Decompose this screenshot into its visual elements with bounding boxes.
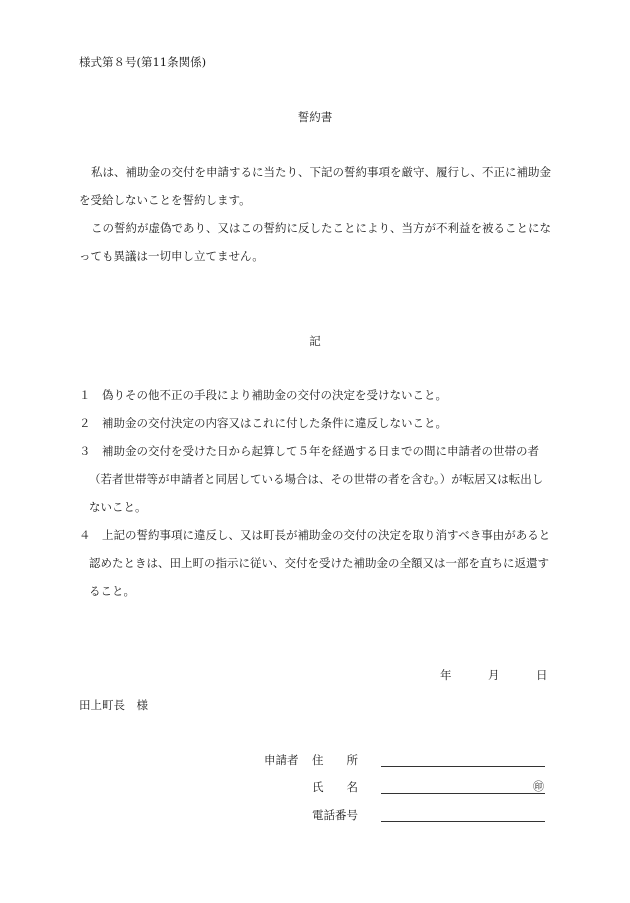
form-number: 様式第８号(第11条関係) xyxy=(79,55,207,69)
pledge-paragraph-2: この誓約が虚偽であり、又はこの誓約に反したことにより、当方が不利益を被ることになっても異議は一切申し立てません。 xyxy=(79,221,551,263)
name-label: 氏 名 xyxy=(312,780,358,794)
phone-field-line[interactable] xyxy=(381,821,545,822)
item-text: 上記の誓約事項に違反し、又は町長が補助金の交付の決定を取り消すべき事由があると認めたときは、田上町の指示に従い、交付を受けた補助金の全額又は一部を直ちに返還すること。 xyxy=(89,528,551,598)
address-field-line[interactable] xyxy=(381,766,545,767)
pledge-item-2 xyxy=(79,409,551,437)
item-text: 偽りその他不正の手段により補助金の交付の決定を受けないこと。 xyxy=(102,388,447,402)
item-number: ４ xyxy=(79,528,91,542)
date-day-label: 日 xyxy=(536,668,548,682)
item-number: ２ xyxy=(79,416,91,430)
date-year-label: 年 xyxy=(440,668,452,682)
ki-heading: 記 xyxy=(309,334,321,348)
document-title: 誓約書 xyxy=(297,110,333,124)
pledge-item-4 xyxy=(79,521,551,605)
pledge-item-3 xyxy=(79,437,551,521)
addressee: 田上町長 様 xyxy=(79,698,148,712)
seal-mark: ㊞ xyxy=(533,780,544,793)
item-text: 補助金の交付決定の内容又はこれに付した条件に違反しないこと。 xyxy=(102,416,447,430)
pledge-item-1 xyxy=(79,381,551,409)
date-month-label: 月 xyxy=(488,668,500,682)
item-number: ３ xyxy=(79,444,91,458)
name-field-line[interactable] xyxy=(381,793,545,794)
address-label: 住 所 xyxy=(312,753,358,767)
item-text: 補助金の交付を受けた日から起算して５年を経過する日までの間に申請者の世帯の者（若者世帯等が申請者と同居している場合は、その世帯の者を含む｡）が転居又は転出しないこと。 xyxy=(89,444,544,514)
applicant-label: 申請者 xyxy=(264,753,299,767)
pledge-paragraph-1: 私は、補助金の交付を申請するに当たり、下記の誓約事項を厳守、履行し、不正に補助金を受給しないことを誓約します。 xyxy=(79,165,551,207)
item-number: １ xyxy=(79,388,91,402)
phone-label: 電話番号 xyxy=(312,808,358,822)
